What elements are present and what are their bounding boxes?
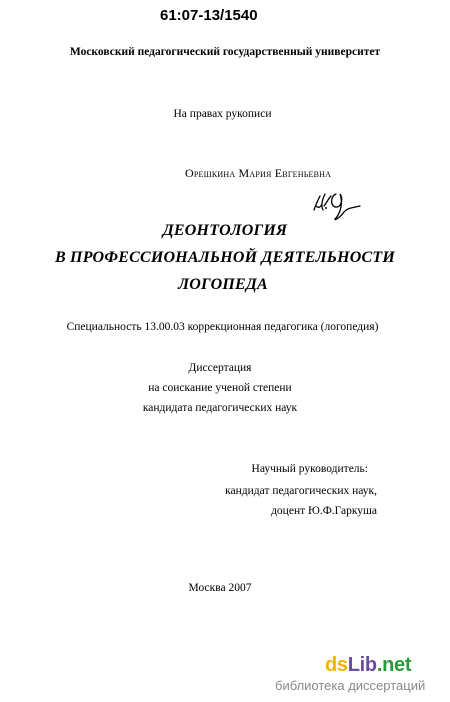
handwritten-signature [310, 184, 364, 224]
degree-purpose-line: на соискание ученой степени [148, 382, 292, 394]
supervisor-label: Научный руководитель: [251, 463, 368, 475]
title-line-1: ДЕОНТОЛОГИЯ [162, 222, 288, 239]
logo-part-ds: ds [325, 654, 348, 676]
university-name: Московский педагогический государственный университет [69, 46, 381, 58]
dslib-watermark-logo [325, 654, 411, 677]
logo-part-lib: Lib [347, 654, 377, 676]
degree-name-line: кандидата педагогических наук [142, 402, 298, 414]
title-line-3: ЛОГОПЕДА [178, 276, 268, 293]
city-year: Москва 2007 [188, 582, 252, 594]
title-line-2: В ПРОФЕССИОНАЛЬНОЙ ДЕЯТЕЛЬНОСТИ [54, 249, 395, 266]
dissertation-label: Диссертация [188, 362, 252, 374]
supervisor-name: доцент Ю.Ф.Гаркуша [271, 505, 377, 517]
manuscript-rights-note: На правах рукописи [173, 108, 272, 120]
logo-part-net: .net [376, 654, 412, 676]
catalog-code: 61:07-13/1540 [160, 7, 258, 24]
watermark-subtitle: библиотека диссертаций [275, 678, 426, 693]
specialty-line: Специальность 13.00.03 коррекционная педагогика (логопедия) [66, 321, 379, 333]
supervisor-degree: кандидат педагогических наук, [225, 485, 377, 497]
author-name: Орешкина Мария Евгеньевна [185, 166, 332, 180]
